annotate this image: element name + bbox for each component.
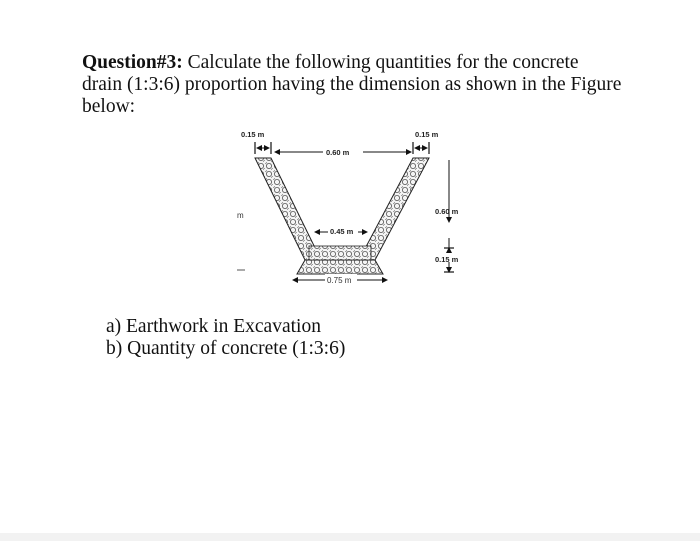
dim-depth-label: 0.60 m (435, 207, 459, 216)
drain-cross-section-figure (225, 122, 485, 292)
answer-a: a) Earthwork in Excavation (106, 316, 321, 337)
drain-diagram (225, 122, 485, 292)
answer-list (106, 316, 345, 360)
dim-base-outer-label: 0.75 m (327, 276, 352, 285)
dim-base-thickness-label: 0.15 m (435, 255, 459, 264)
left-wall (255, 158, 321, 260)
dim-top-inner-label: 0.60 m (326, 148, 350, 157)
dim-top-left-label: 0.15 m (241, 130, 265, 139)
base-slab (297, 260, 383, 274)
question-text (82, 52, 622, 118)
dim-base-inner-label: 0.45 m (330, 227, 354, 236)
page-bottom-edge (0, 533, 700, 541)
question-body: Calculate the following quantities for the concrete drain (1:3:6) proportion having the dimension as shown in the Figure below: (82, 52, 622, 117)
left-mark: m (237, 211, 244, 220)
right-wall (359, 158, 429, 260)
answer-b: b) Quantity of concrete (1:3:6) (106, 338, 346, 359)
question-label: Question#3: (82, 52, 183, 73)
dim-top-right-label: 0.15 m (415, 130, 439, 139)
